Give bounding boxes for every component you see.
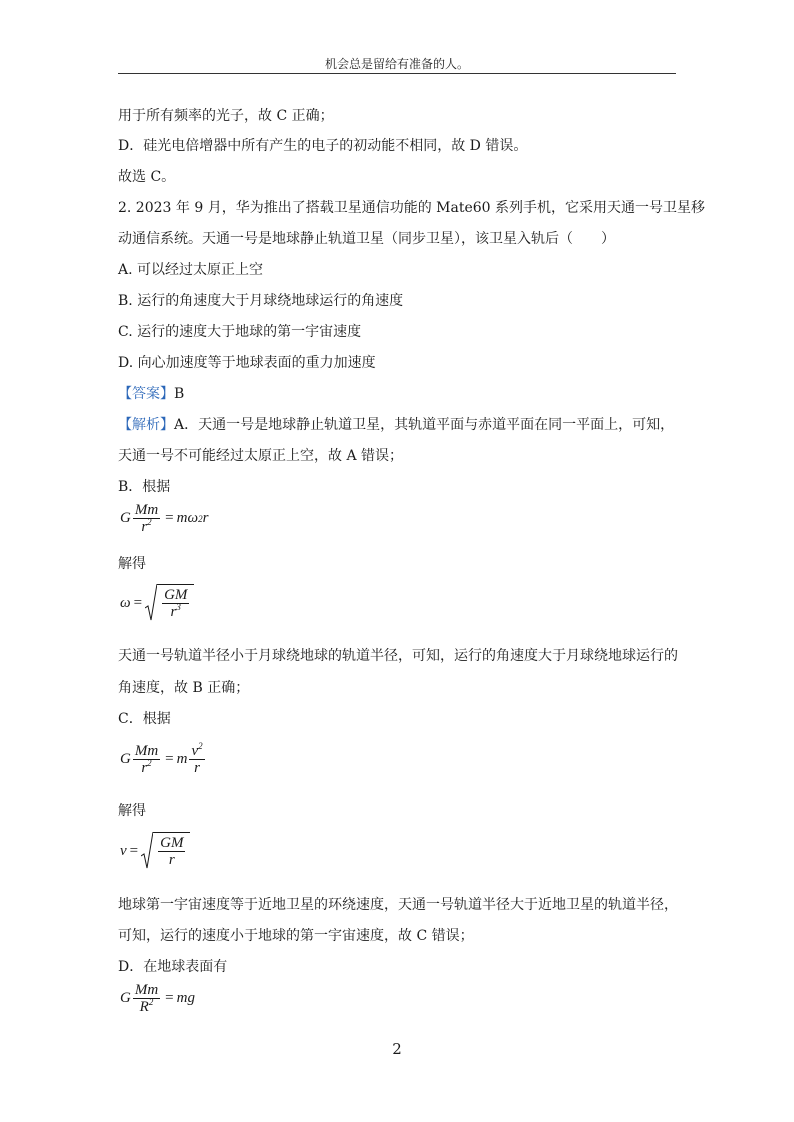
answer-line	[118, 383, 184, 403]
text-line: 天通一号不可能经过太原正上空，故 A 错误；	[118, 448, 404, 464]
answer-tag: 【答案】	[118, 386, 174, 402]
answer-value: B	[174, 386, 185, 402]
question-stem: 2. 2023 年 9 月，华为推出了搭载卫星通信功能的 Mate60 系列手机，它采用天通一号卫星移	[118, 200, 705, 216]
formula-omega: ω = $\frac{GM}{r^3}$	[120, 584, 194, 622]
text-line: 用于所有频率的光子，故 C 正确；	[118, 108, 334, 124]
formula-gravity-angular: G $\frac{Mm}{r^2}$ = mω 2 r	[120, 502, 209, 535]
text-line: 地球第一宇宙速度等于近地卫星的环绕速度，天通一号轨道半径大于近地卫星的轨道半径，	[118, 897, 678, 913]
text-line: D．在地球表面有	[118, 959, 228, 975]
option-d: D. 向心加速度等于地球表面的重力加速度	[118, 355, 376, 371]
sqrt-sign: $\frac{GM}{r}$	[141, 832, 190, 870]
formula-surface-gravity: G $\frac{Mm}{R^2}$ = mg	[120, 982, 195, 1015]
header-divider	[118, 73, 676, 74]
text-line: D．硅光电倍增器中所有产生的电子的初动能不相同，故 D 错误。	[118, 138, 528, 154]
text-line: 天通一号轨道半径小于月球绕地球的轨道半径，可知，运行的角速度大于月球绕地球运行的	[118, 648, 678, 664]
analysis-text: A．天通一号是地球静止轨道卫星，其轨道平面与赤道平面在同一平面上，可知，	[174, 417, 675, 433]
analysis-tag: 【解析】	[118, 417, 174, 433]
page-number: 2	[392, 1040, 402, 1058]
formula-gravity-velocity: G $\frac{Mm}{r^2}$ = m $\frac{v^2}{r}$	[120, 741, 203, 776]
option-b: B. 运行的角速度大于月球绕地球运行的角速度	[118, 293, 404, 309]
analysis-line	[118, 414, 674, 434]
text-line: C．根据	[118, 711, 171, 727]
text-line: 解得	[118, 803, 146, 819]
option-a: A. 可以经过太原正上空	[118, 262, 264, 278]
text-line: 解得	[118, 556, 146, 572]
text-line: 故选 C。	[118, 169, 176, 185]
option-c: C. 运行的速度大于地球的第一宇宙速度	[118, 324, 362, 340]
page-header: 机会总是留给有准备的人。	[324, 57, 469, 71]
fraction: $\frac{Mm}{r^2}$	[134, 502, 159, 535]
question-stem: 动通信系统。天通一号是地球静止轨道卫星（同步卫星），该卫星入轨后（ ）	[118, 231, 615, 247]
formula-velocity: v = $\frac{GM}{r}$	[120, 832, 190, 870]
text-line: B．根据	[118, 479, 171, 495]
sqrt-sign: $\frac{GM}{r^3}$	[145, 584, 194, 622]
text-line: 可知，运行的速度小于地球的第一宇宙速度，故 C 错误；	[118, 928, 474, 944]
text-line: 角速度，故 B 正确；	[118, 680, 250, 696]
